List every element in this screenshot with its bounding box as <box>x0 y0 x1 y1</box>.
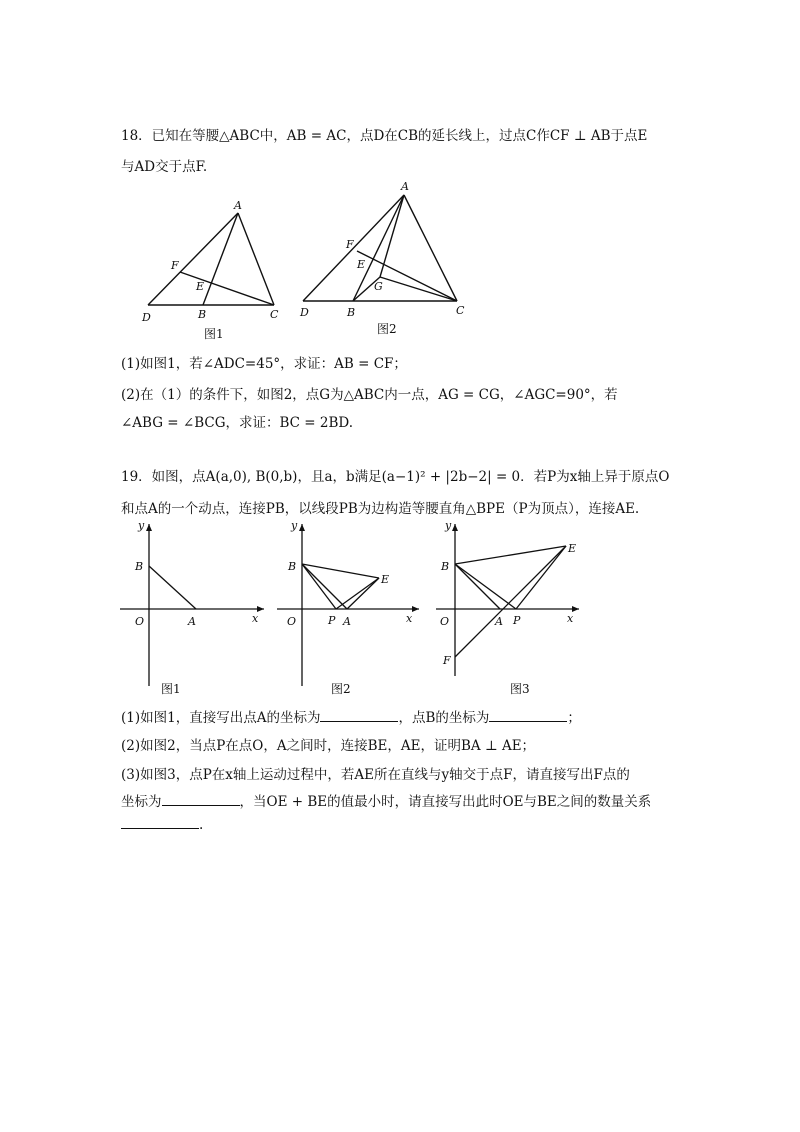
label-y: y <box>445 519 452 532</box>
label-C: C <box>270 308 279 321</box>
label-O: O <box>135 615 145 628</box>
label-D: D <box>142 311 151 324</box>
label-y: y <box>138 519 145 532</box>
line-BE <box>455 546 566 564</box>
label-F: F <box>346 238 354 251</box>
line-AC <box>238 213 274 305</box>
line-BA <box>149 566 196 609</box>
figure-caption: 图3 <box>510 682 530 696</box>
q19-sub1-text-c: ； <box>567 710 581 726</box>
label-E: E <box>357 258 366 271</box>
q19-sub1-text-b: ，点B的坐标为 <box>398 710 490 726</box>
label-A: A <box>234 199 242 212</box>
q19-figure-2 <box>275 516 425 696</box>
y-arrow <box>452 524 458 531</box>
label-E: E <box>568 542 577 555</box>
label-A: A <box>188 615 196 628</box>
label-B: B <box>135 560 144 573</box>
q18-sub2b: ∠ABG = ∠BCG，求证：BC = 2BD. <box>121 415 354 431</box>
label-y: y <box>291 519 298 532</box>
q18-line1: 18．已知在等腰△ABC中，AB = AC，点D在CB的延长线上，过点C作CF ⊥ AB于点E <box>121 128 648 144</box>
line-PE <box>516 546 566 609</box>
label-A: A <box>343 615 351 628</box>
q19-sub3-text-c: ，当OE + BE的值最小时，请直接写出此时OE与BE之间的数量关系 <box>239 794 652 810</box>
label-B: B <box>347 306 356 319</box>
line-FC <box>357 251 457 301</box>
label-P: P <box>513 614 521 627</box>
label-B: B <box>198 308 207 321</box>
line-BP <box>455 564 516 609</box>
answer-blank[interactable] <box>320 709 398 722</box>
label-x: x <box>567 612 574 625</box>
figure-caption: 图1 <box>204 327 224 341</box>
q18-sub2a: (2)在（1）的条件下，如图2，点G为△ABC内一点，AG = CG，∠AGC=90°，若 <box>121 387 618 403</box>
label-F: F <box>171 259 179 272</box>
line-DA <box>148 213 238 305</box>
q18-line2: 与AD交于点F. <box>121 159 208 175</box>
x-arrow <box>412 606 419 612</box>
label-x: x <box>406 612 413 625</box>
q19-sub3a: (3)如图3，点P在x轴上运动过程中，若AE所在直线与y轴交于点F，请直接写出F点的 <box>121 767 630 783</box>
label-B: B <box>288 560 297 573</box>
answer-blank[interactable] <box>162 793 240 806</box>
line-FC <box>180 272 274 305</box>
figure-caption: 图1 <box>161 682 181 696</box>
y-arrow <box>146 524 152 531</box>
q18-figure-2 <box>295 177 475 342</box>
y-arrow <box>299 524 305 531</box>
label-C: C <box>456 304 465 317</box>
answer-blank[interactable] <box>121 816 199 829</box>
label-A: A <box>495 615 503 628</box>
line-AC <box>404 195 457 301</box>
figure-caption: 图2 <box>377 322 397 336</box>
line-BP <box>302 564 336 609</box>
label-E: E <box>196 280 205 293</box>
q18-sub1: (1)如图1，若∠ADC=45°，求证：AB = CF； <box>121 356 407 372</box>
label-B: B <box>441 560 450 573</box>
q19-line2: 和点A的一个动点，连接PB，以线段PB为边构造等腰直角△BPE（P为顶点），连接AE. <box>121 501 640 517</box>
answer-blank[interactable] <box>489 709 567 722</box>
q19-sub3b <box>121 790 651 810</box>
label-A: A <box>401 180 409 193</box>
label-x: x <box>252 612 259 625</box>
line-PE <box>336 578 379 609</box>
q19-sub3-text-b: 坐标为 <box>121 794 162 810</box>
label-P: P <box>328 614 336 627</box>
q19-sub3-text-d: . <box>199 817 204 833</box>
label-D: D <box>300 306 309 319</box>
q19-sub2: (2)如图2，当点P在点O，A之间时，连接BE，AE，证明BA ⊥ AE； <box>121 738 536 754</box>
q19-line1: 19．如图，点A(a,0), B(0,b)，且a，b满足(a−1)² + |2b−2| = 0．若P为x轴上异于原点O <box>121 469 670 485</box>
label-O: O <box>287 615 297 628</box>
q19-sub1-text-a: (1)如图1，直接写出点A的坐标为 <box>121 710 321 726</box>
line-FE <box>455 546 566 657</box>
q19-sub3d <box>121 816 203 833</box>
q19-figure-3 <box>434 516 594 696</box>
q19-figure-1 <box>118 516 268 696</box>
line-AE <box>347 578 379 609</box>
line-GC <box>380 277 457 301</box>
q19-sub1 <box>121 706 581 726</box>
label-F: F <box>443 654 451 667</box>
label-E: E <box>381 573 390 586</box>
label-O: O <box>440 615 450 628</box>
label-G: G <box>374 280 383 293</box>
line-BA <box>455 564 500 609</box>
figure-caption: 图2 <box>331 682 351 696</box>
q18-figure-1 <box>140 195 290 345</box>
